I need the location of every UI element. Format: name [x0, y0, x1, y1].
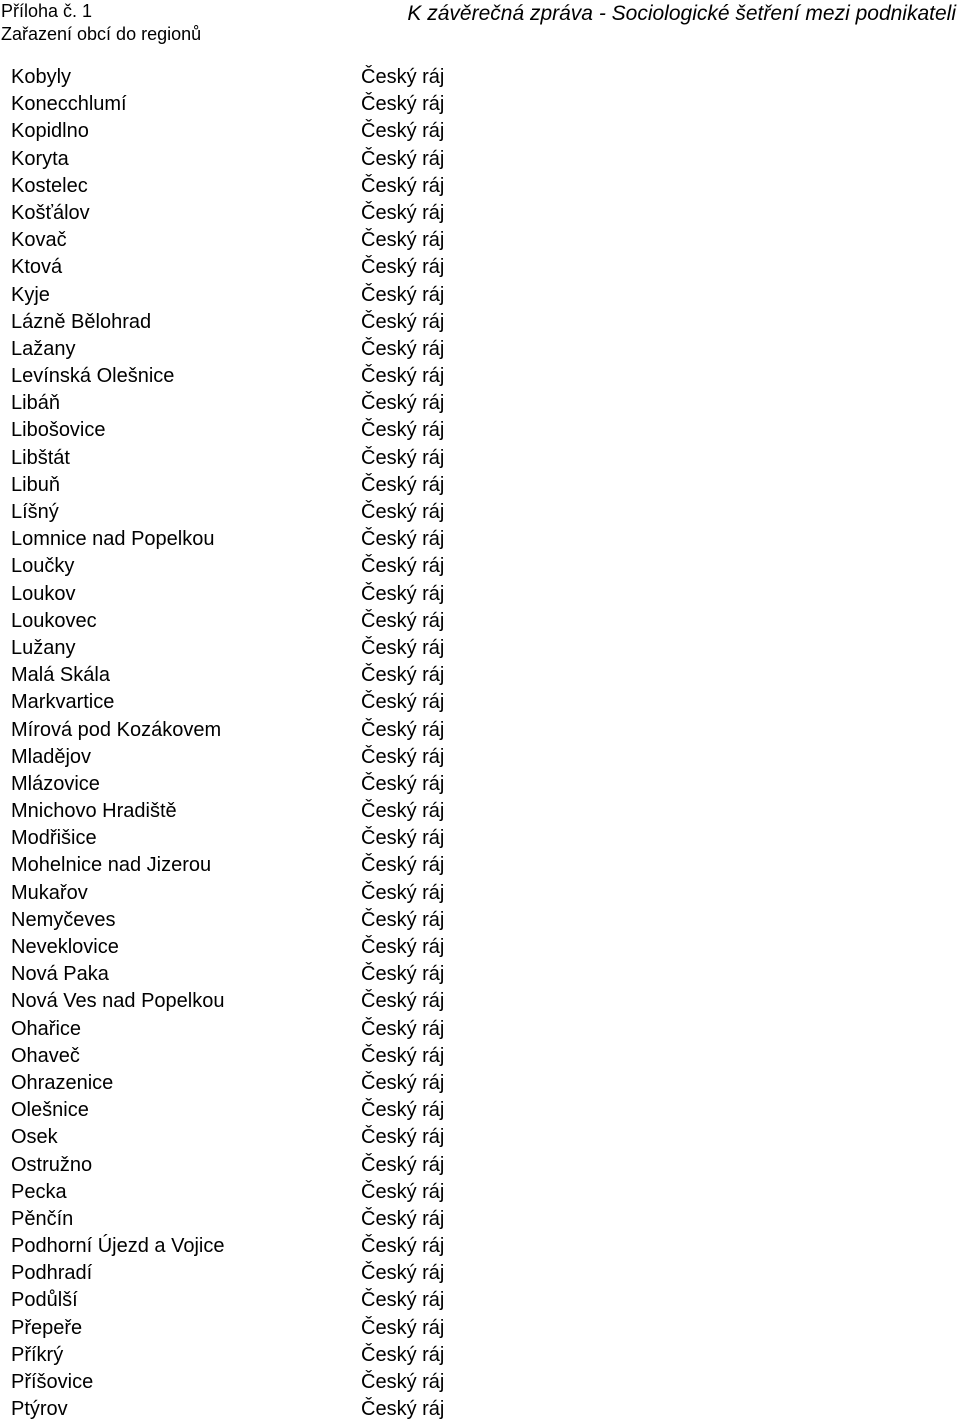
municipality-name: Kostelec — [11, 174, 88, 197]
municipality-name: Kobyly — [11, 66, 72, 88]
region-name: Český ráj — [361, 609, 445, 632]
municipality-name: Mírová pod Kozákovem — [11, 718, 222, 741]
table-row — [11, 91, 611, 118]
municipality-name: Ktová — [11, 256, 63, 279]
region-name: Český ráj — [361, 66, 445, 88]
region-name: Český ráj — [361, 1289, 445, 1312]
region-name: Český ráj — [361, 745, 445, 768]
municipality-name: Ohrazenice — [11, 1071, 114, 1094]
region-name: Český ráj — [361, 1316, 445, 1339]
table-row — [11, 499, 611, 526]
region-name: Český ráj — [361, 936, 445, 958]
table-row — [11, 635, 611, 662]
municipality-name: Libošovice — [11, 419, 106, 442]
region-name: Český ráj — [361, 365, 445, 388]
table-row — [11, 1016, 611, 1043]
municipality-name: Podhradí — [11, 1262, 93, 1285]
table-row — [11, 1287, 611, 1314]
table-row — [11, 282, 611, 309]
municipality-name: Lažany — [11, 337, 76, 360]
report-title: K závěrečná zpráva - Sociologické šetření mezi podnikateli — [407, 2, 956, 25]
table-row — [11, 880, 611, 907]
region-name: Český ráj — [361, 636, 445, 659]
table-row — [11, 988, 611, 1015]
municipality-name: Košťálov — [11, 201, 90, 224]
table-row — [11, 336, 611, 363]
region-name: Český ráj — [361, 1235, 445, 1258]
table-row — [11, 118, 611, 145]
table-row — [11, 1342, 611, 1369]
municipality-name: Ostružno — [11, 1153, 93, 1176]
region-name: Český ráj — [361, 963, 445, 986]
table-row — [11, 309, 611, 336]
region-name: Český ráj — [361, 664, 445, 687]
region-name: Český ráj — [361, 229, 445, 252]
table-row — [11, 526, 611, 553]
table-row — [11, 934, 611, 961]
municipality-name: Mnichovo Hradiště — [11, 800, 177, 823]
municipality-name: Modřišice — [11, 827, 97, 850]
region-name: Český ráj — [361, 691, 445, 714]
region-name: Český ráj — [361, 718, 445, 741]
table-row — [11, 200, 611, 227]
municipality-name: Ohaveč — [11, 1044, 80, 1067]
municipality-name: Ohařice — [11, 1017, 82, 1040]
municipality-name: Loukovec — [11, 609, 97, 632]
table-row — [11, 689, 611, 716]
page-header-left — [1, 0, 201, 46]
municipality-region-table — [11, 64, 611, 1423]
region-name: Český ráj — [361, 473, 445, 496]
region-name: Český ráj — [361, 310, 445, 333]
region-name: Český ráj — [361, 1017, 445, 1040]
municipality-name: Příkrý — [11, 1343, 64, 1366]
region-name: Český ráj — [361, 1126, 445, 1149]
region-name: Český ráj — [361, 1371, 445, 1393]
municipality-name: Osek — [11, 1126, 58, 1149]
region-name: Český ráj — [361, 1343, 445, 1366]
table-row — [11, 1260, 611, 1287]
table-row — [11, 1396, 611, 1423]
table-row — [11, 717, 611, 744]
region-name: Český ráj — [361, 800, 445, 823]
table-row — [11, 907, 611, 934]
table-row — [11, 173, 611, 200]
municipality-name: Konecchlumí — [11, 93, 127, 116]
municipality-name: Mladějov — [11, 745, 92, 768]
municipality-name: Kopidlno — [11, 120, 89, 143]
table-row — [11, 744, 611, 771]
region-name: Český ráj — [361, 120, 445, 143]
table-row — [11, 445, 611, 472]
table-row — [11, 1179, 611, 1206]
municipality-name: Levínská Olešnice — [11, 365, 175, 388]
municipality-name: Koryta — [11, 147, 69, 170]
table-row — [11, 771, 611, 798]
table-row — [11, 852, 611, 879]
table-row — [11, 64, 611, 91]
table-row — [11, 227, 611, 254]
region-name: Český ráj — [361, 174, 445, 197]
region-name: Český ráj — [361, 555, 445, 578]
region-name: Český ráj — [361, 1071, 445, 1094]
region-name: Český ráj — [361, 392, 445, 415]
municipality-name: Neveklovice — [11, 936, 119, 958]
section-title: Zařazení obcí do regionů — [1, 24, 202, 44]
table-row — [11, 1233, 611, 1260]
region-name: Český ráj — [361, 1398, 445, 1421]
table-row — [11, 798, 611, 825]
region-name: Český ráj — [361, 337, 445, 360]
municipality-name: Markvartice — [11, 691, 115, 714]
table-row — [11, 961, 611, 988]
region-name: Český ráj — [361, 772, 445, 795]
region-name: Český ráj — [361, 93, 445, 116]
table-row — [11, 1206, 611, 1233]
region-name: Český ráj — [361, 854, 445, 877]
table-row — [11, 146, 611, 173]
table-row — [11, 1315, 611, 1342]
region-name: Český ráj — [361, 528, 445, 551]
municipality-name: Mukařov — [11, 881, 88, 904]
table-row — [11, 1043, 611, 1070]
region-name: Český ráj — [361, 1153, 445, 1176]
municipality-name: Libuň — [11, 473, 60, 496]
municipality-name: Ptýrov — [11, 1398, 68, 1421]
region-name: Český ráj — [361, 419, 445, 442]
region-name: Český ráj — [361, 1207, 445, 1230]
municipality-name: Lomnice nad Popelkou — [11, 528, 215, 551]
municipality-name: Loukov — [11, 582, 76, 605]
region-name: Český ráj — [361, 446, 445, 469]
table-row — [11, 1097, 611, 1124]
municipality-name: Olešnice — [11, 1099, 89, 1122]
region-name: Český ráj — [361, 1262, 445, 1285]
attachment-label: Příloha č. 1 — [1, 1, 93, 21]
municipality-name: Malá Skála — [11, 664, 110, 687]
municipality-name: Kovač — [11, 229, 67, 252]
table-row — [11, 1152, 611, 1179]
municipality-name: Pecka — [11, 1180, 67, 1203]
table-row — [11, 1124, 611, 1151]
municipality-name: Libštát — [11, 446, 70, 469]
region-name: Český ráj — [361, 147, 445, 170]
table-row — [11, 390, 611, 417]
table-row — [11, 254, 611, 281]
table-row — [11, 417, 611, 444]
table-row — [11, 363, 611, 390]
municipality-name: Podhorní Újezd a Vojice — [11, 1235, 225, 1258]
region-name: Český ráj — [361, 283, 445, 306]
table-row — [11, 1070, 611, 1097]
table-row — [11, 472, 611, 499]
municipality-name: Přepeře — [11, 1316, 83, 1339]
region-name: Český ráj — [361, 201, 445, 224]
municipality-name: Mohelnice nad Jizerou — [11, 854, 212, 877]
region-name: Český ráj — [361, 881, 445, 904]
region-name: Český ráj — [361, 908, 445, 931]
municipality-name: Nová Paka — [11, 963, 109, 986]
region-name: Český ráj — [361, 256, 445, 279]
region-name: Český ráj — [361, 990, 445, 1013]
table-row — [11, 662, 611, 689]
region-name: Český ráj — [361, 582, 445, 605]
municipality-name: Kyje — [11, 283, 50, 306]
municipality-name: Nemyčeves — [11, 908, 116, 931]
region-name: Český ráj — [361, 1180, 445, 1203]
table-row — [11, 608, 611, 635]
municipality-name: Příšovice — [11, 1371, 94, 1393]
municipality-name: Lázně Bělohrad — [11, 310, 152, 333]
municipality-name: Loučky — [11, 555, 75, 578]
table-row — [11, 825, 611, 852]
municipality-name: Libáň — [11, 392, 60, 415]
municipality-name: Líšný — [11, 501, 59, 523]
table-row — [11, 1369, 611, 1396]
table-row — [11, 581, 611, 608]
table-row — [11, 553, 611, 580]
region-name: Český ráj — [361, 501, 445, 523]
region-name: Český ráj — [361, 827, 445, 850]
municipality-name: Nová Ves nad Popelkou — [11, 990, 225, 1013]
region-name: Český ráj — [361, 1044, 445, 1067]
municipality-name: Podůlší — [11, 1289, 78, 1312]
municipality-name: Pěnčín — [11, 1207, 74, 1230]
region-name: Český ráj — [361, 1099, 445, 1122]
municipality-name: Lužany — [11, 636, 76, 659]
municipality-name: Mlázovice — [11, 772, 100, 795]
